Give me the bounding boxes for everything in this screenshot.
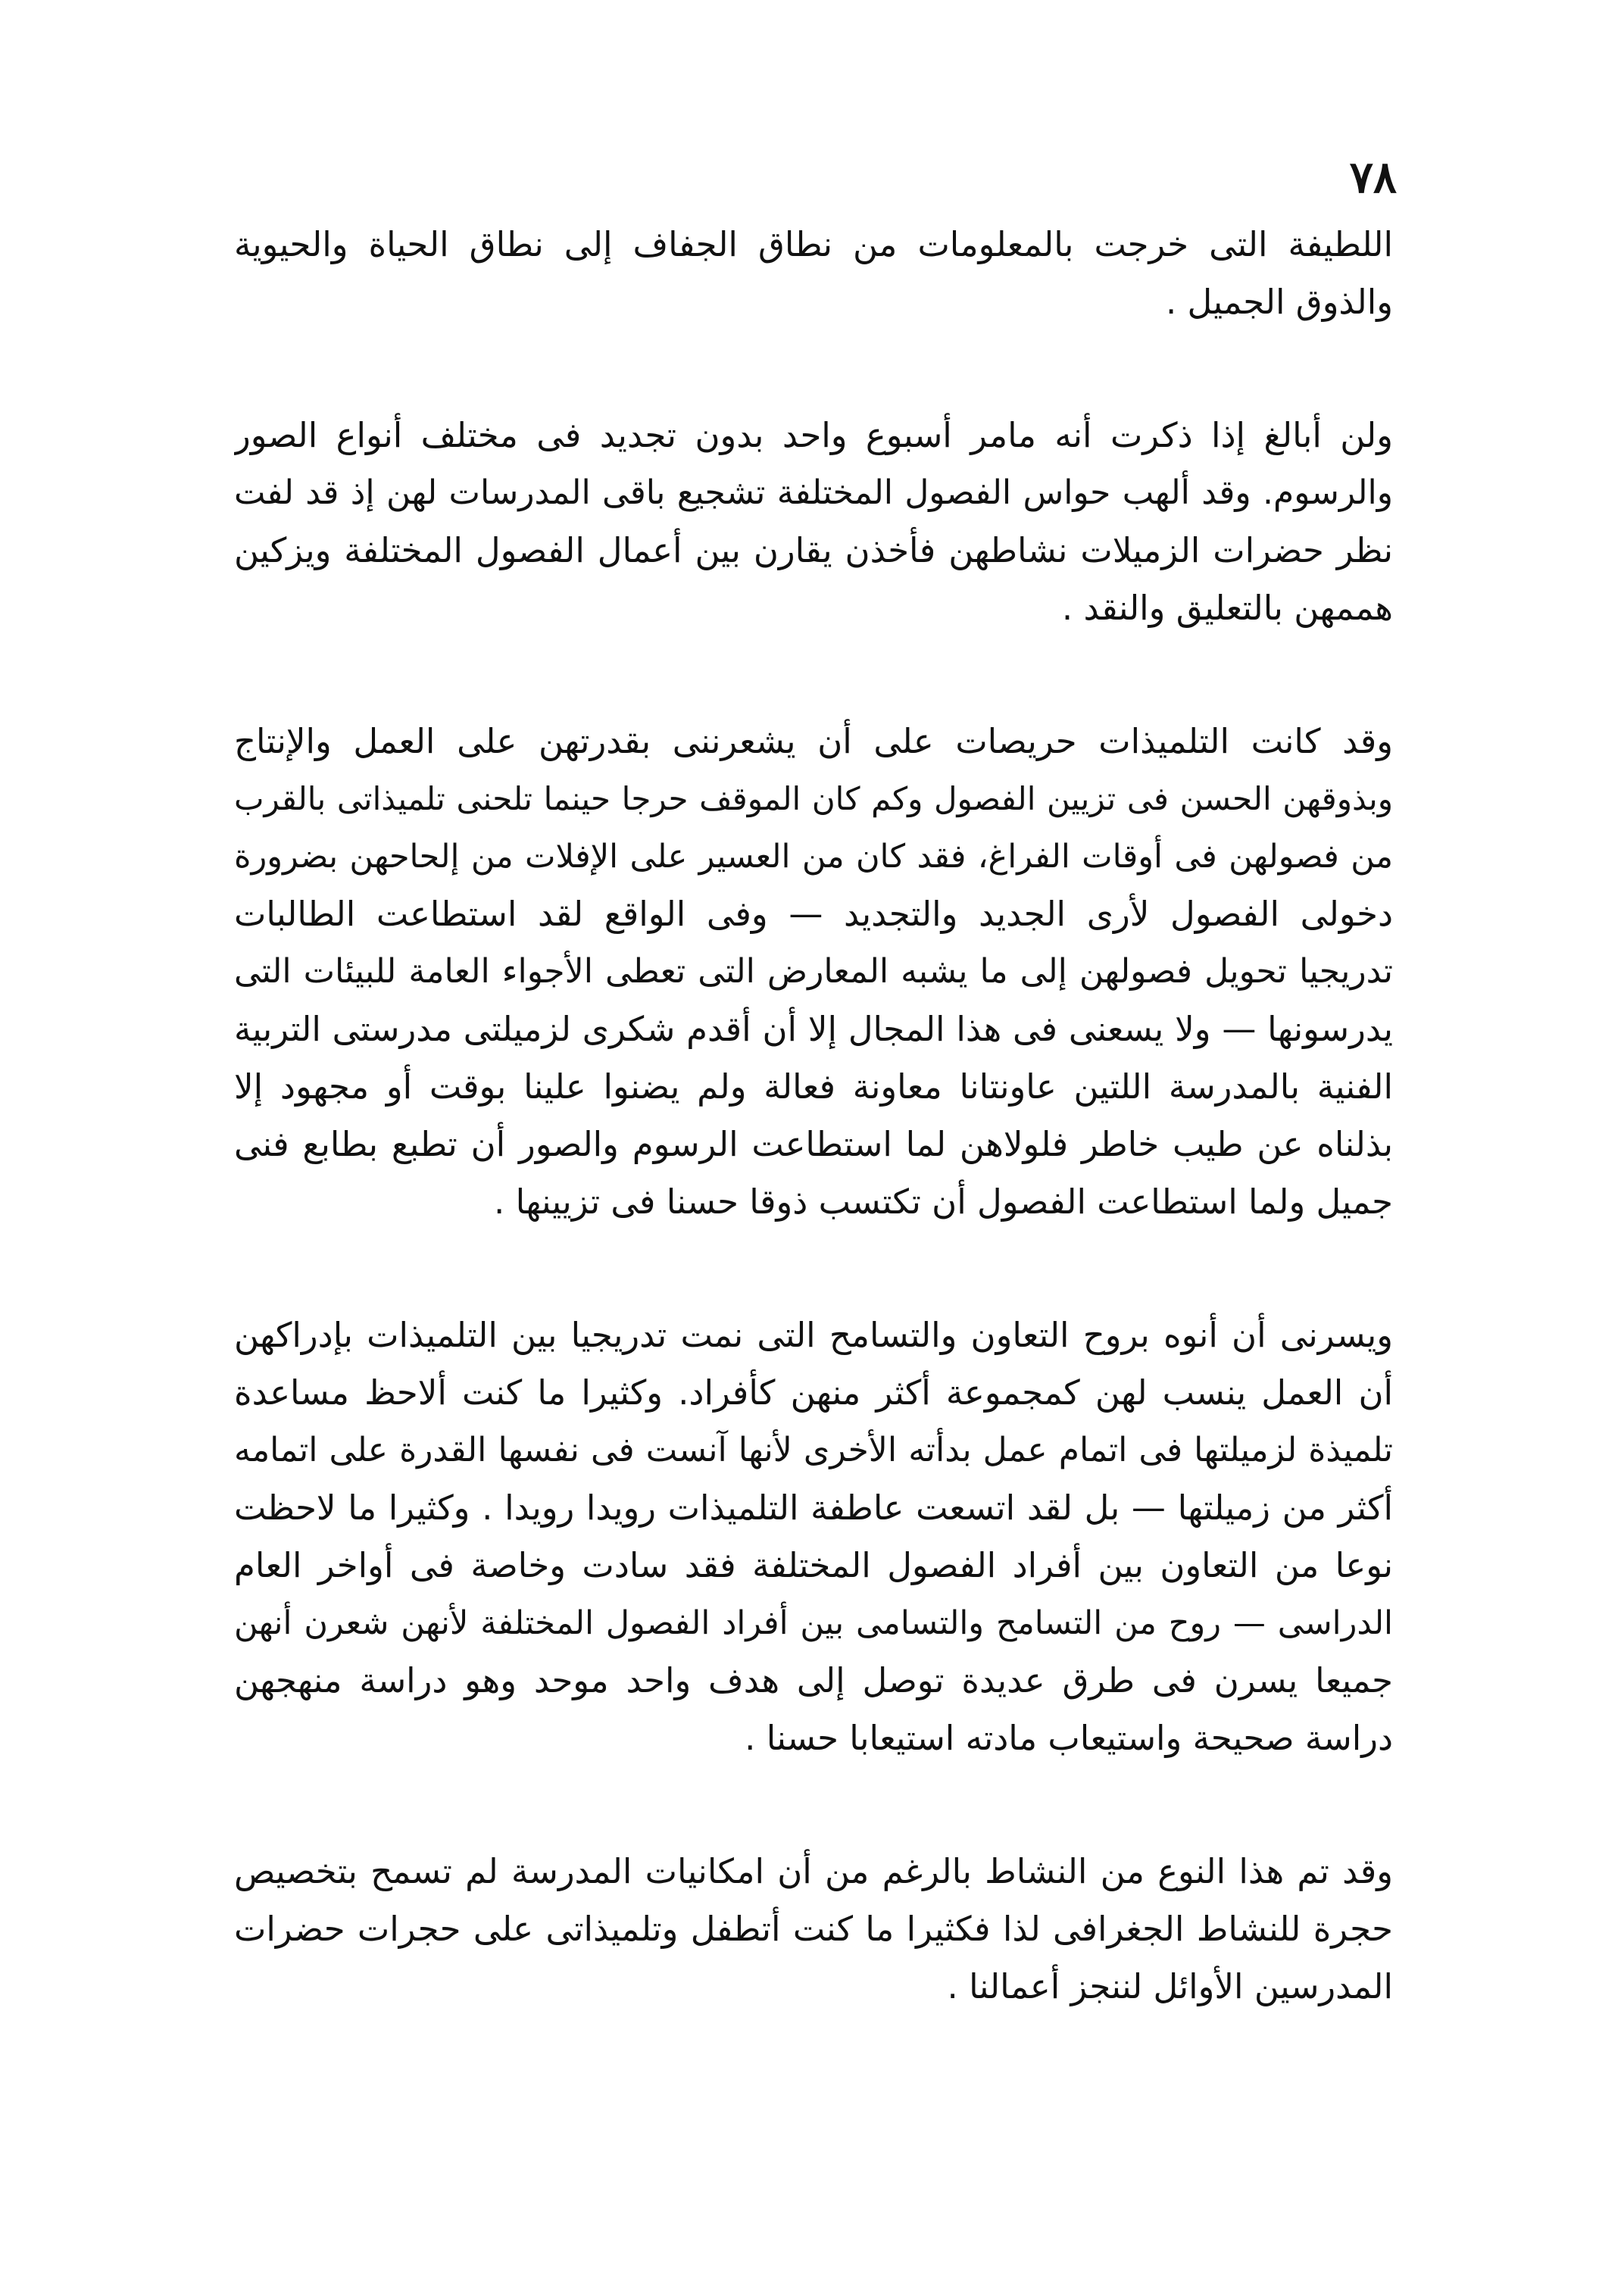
text-body (234, 216, 1393, 2016)
text-line: نظر حضرات الزميلات نشاطهن فأخذن يقارن بين أعمال الفصول المختلفة ويزكين (234, 530, 1393, 570)
paragraph-gap (234, 331, 1393, 407)
text-line: تلميذة لزميلتها فى اتمام عمل بدأته الأخرى لأنها آنست فى نفسها القدرة على اتمامه (234, 1431, 1393, 1469)
text-line: اللطيفة التى خرجت بالمعلومات من نطاق الجفاف إلى نطاق الحياة والحيوية (234, 224, 1393, 264)
text-line: جميل ولما استطاعت الفصول أن تكتسب ذوقا حسنا فى تزيينها . (494, 1182, 1393, 1222)
paragraph-gap (234, 1231, 1393, 1307)
paragraph-1 (234, 216, 1393, 331)
text-line: هممهن بالتعليق والنقد . (1061, 588, 1393, 628)
text-line: وقد كانت التلميذات حريصات على أن يشعرننى بقدرتهن على العمل والإنتاج (234, 721, 1393, 761)
text-line: المدرسين الأوائل لننجز أعمالنا . (947, 1966, 1393, 2006)
text-line: حجرة للنشاط الجغرافى لذا فكثيرا ما كنت أتطفل وتلميذاتى على حجرات حضرات (234, 1909, 1393, 1949)
text-line: وبذوقهن الحسن فى تزيين الفصول وكم كان الموقف حرجا حينما تلحنى تلميذاتى بالقرب (234, 780, 1393, 817)
text-line: الدراسى — روح من التسامح والتسامى بين أفراد الفصول المختلفة لأنهن شعرن أنهن (234, 1604, 1393, 1642)
text-line: ويسرنى أن أنوه بروح التعاون والتسامح التى نمت تدريجيا بين التلميذات بإدراكهن (234, 1315, 1393, 1355)
text-line: أكثر من زميلتها — بل لقد اتسعت عاطفة التلميذات رويدا رويدا . وكثيرا ما لاحظت (234, 1488, 1393, 1528)
text-line: وقد تم هذا النوع من النشاط بالرغم من أن امكانيات المدرسة لم تسمح بتخصيص (234, 1851, 1393, 1891)
paragraph-2 (234, 407, 1393, 637)
text-line: جميعا يسرن فى طرق عديدة توصل إلى هدف واحد موحد وهو دراسة منهجهن (234, 1660, 1393, 1700)
paragraph-gap (234, 637, 1393, 713)
text-line: تدريجيا تحويل فصولهن إلى ما يشبه المعارض التى تعطى الأجواء العامة للبيئات التى (234, 952, 1393, 991)
paragraph-4 (234, 1307, 1393, 1767)
text-line: دراسة صحيحة واستيعاب مادته استيعابا حسنا . (745, 1718, 1393, 1758)
paragraph-5 (234, 1843, 1393, 2016)
text-line: نوعا من التعاون بين أفراد الفصول المختلفة فقد سادت وخاصة فى أواخر العام (234, 1545, 1393, 1585)
page-number: ٧٨ (1349, 151, 1397, 203)
paragraph-3 (234, 713, 1393, 1231)
text-line: والرسوم. وقد ألهب حواس الفصول المختلفة تشجيع باقى المدرسات لهن إذ قد لفت (234, 473, 1393, 512)
text-line: ولن أبالغ إذا ذكرت أنه مامر أسبوع واحد بدون تجديد فى مختلف أنواع الصور (234, 415, 1393, 455)
text-line: الفنية بالمدرسة اللتين عاونتانا معاونة فعالة ولم يضنوا علينا بوقت أو مجهود إلا (234, 1066, 1393, 1107)
paragraph-gap (234, 1767, 1393, 1843)
text-line: بذلناه عن طيب خاطر فلولاهن لما استطاعت الرسوم والصور أن تطبع بطابع فنى (234, 1124, 1393, 1164)
text-line: دخولى الفصول لأرى الجديد والتجديد — وفى الواقع لقد استطاعت الطالبات (234, 894, 1393, 934)
text-line: من فصولهن فى أوقات الفراغ، فقد كان من العسير على الإفلات من إلحاحهن بضرورة (234, 838, 1393, 876)
text-line: يدرسونها — ولا يسعنى فى هذا المجال إلا أن أقدم شكرى لزميلتى مدرستى التربية (234, 1009, 1393, 1049)
text-line: أن العمل ينسب لهن كمجموعة أكثر منهن كأفراد. وكثيرا ما كنت ألاحظ مساعدة (234, 1372, 1393, 1413)
text-line: والذوق الجميل . (1165, 282, 1393, 322)
